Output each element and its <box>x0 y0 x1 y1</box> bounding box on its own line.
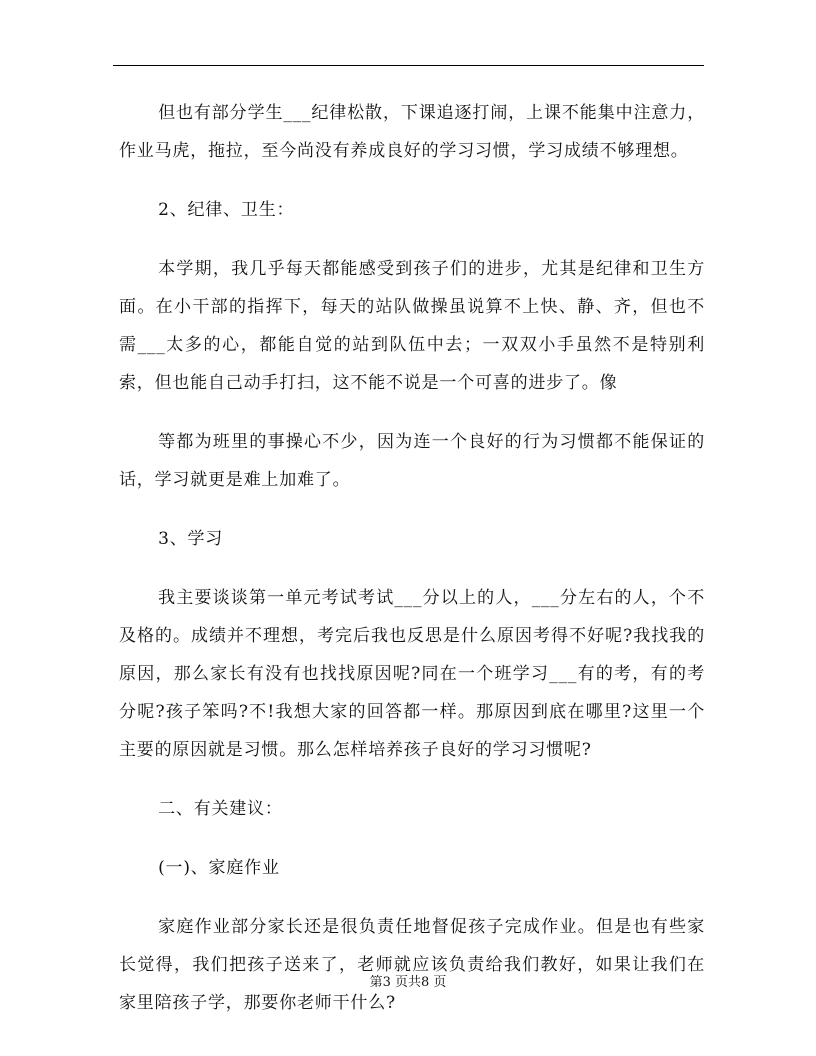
paragraph-progress: 本学期，我几乎每天都能感受到孩子们的进步，尤其是纪律和卫生方面。在小干部的指挥下，每天的站队做操虽说算不上快、静、齐，但也不需___太多的心，都能自觉的站到队伍中去；一双双小手虽然不是特别利索，但也能自己动手打扫，这不能不说是一个可喜的进步了。像 <box>119 259 705 393</box>
section-heading-suggestions: 二、有关建议： <box>158 799 283 819</box>
paragraph-exam-results: 我主要谈谈第一单元考试考试___分以上的人，___分左右的人，个不及格的。成绩并不理想，考完后我也反思是什么原因考得不好呢?我找我的原因，那么家长有没有也找找原因呢?同在一个班学习___有的考，有的考分呢?孩子笨吗?不!我想大家的回答都一样。那原因到底在哪里?这里一个主要的原因就是习惯。那么怎样培养孩子良好的学习习惯呢? <box>119 588 705 760</box>
document-body <box>119 94 705 1043</box>
paragraph-homework: 家庭作业部分家长还是很负责任地督促孩子完成作业。但是也有些家长觉得，我们把孩子送来了，老师就应该负责给我们教好，如果让我们在家里陪孩子学，那要你老师干什么? <box>119 917 705 1013</box>
paragraph-discipline-issues: 但也有部分学生___纪律松散，下课追逐打闹，上课不能集中注意力，作业马虎，拖拉，至今尚没有养成良好的学习习惯，学习成绩不够理想。 <box>119 103 705 161</box>
page-footer: 第3 页共8 页 <box>369 975 447 990</box>
header-rule <box>113 65 704 66</box>
section-heading-study: 3、学习 <box>158 529 224 549</box>
paragraph-behavior: 等都为班里的事操心不少，因为连一个良好的行为习惯都不能保证的话，学习就更是难上加难了。 <box>119 432 705 490</box>
section-heading-homework: (一)、家庭作业 <box>158 858 280 878</box>
section-heading-discipline-hygiene: 2、纪律、卫生： <box>158 200 295 220</box>
